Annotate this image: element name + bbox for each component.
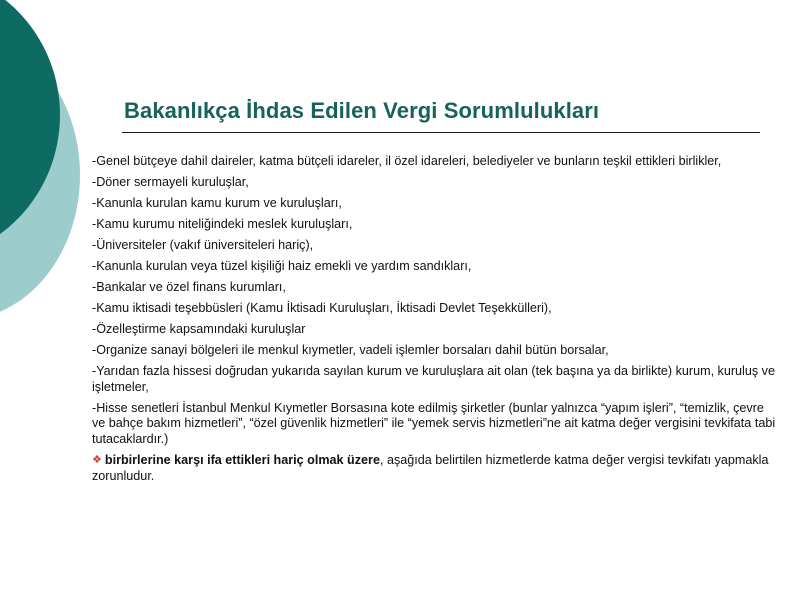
list-item: -Organize sanayi bölgeleri ile menkul kıymetler, vadeli işlemler borsaları dahil bütün borsalar, xyxy=(92,343,609,357)
list-item: -Bankalar ve özel finans kurumları, xyxy=(92,280,286,294)
final-item-rest-text: , aşağıda belirtilen hizmetlerde katma değer vergisi tevkifatı yapmakla zorunludur. xyxy=(92,452,769,483)
list-item: -Kamu kurumu niteliğindeki meslek kuruluşları, xyxy=(92,217,353,231)
diamond-bullet-icon: ❖ xyxy=(92,453,102,466)
list-item: -Hisse senetleri İstanbul Menkul Kıymetler Borsasına kote edilmiş şirketler (bunlar yalnızca “yapım işleri”, “temizlik, çevre ve bahçe bakım hizmetleri”, “özel güvenlik hizmetleri” ile “yemek servis hizmetleri”ne ait katma değer vergisini tevkifata tabi tutacaklardır.) xyxy=(92,400,776,446)
list-item: -Üniversiteler (vakıf üniversiteleri hariç), xyxy=(92,238,314,252)
final-item-bold-text: birbirlerine karşı ifa ettikleri hariç olmak üzere xyxy=(104,452,380,467)
list-item: -Kanunla kurulan kamu kurum ve kuruluşları, xyxy=(92,196,342,210)
slide-title: Bakanlıkça İhdas Edilen Vergi Sorumlulukları xyxy=(124,98,600,123)
body-list xyxy=(92,154,776,490)
final-list-item xyxy=(92,453,776,485)
list-item: -Kanunla kurulan veya tüzel kişiliği haiz emekli ve yardım sandıkları, xyxy=(92,259,472,273)
list-item: -Kamu iktisadi teşebbüsleri (Kamu İktisadi Kuruluşları, İktisadi Devlet Teşekkülleri), xyxy=(92,301,552,315)
list-item: -Yarıdan fazla hissesi doğrudan yukarıda sayılan kurum ve kuruluşlara ait olan (tek başına ya da birlikte) kurum, kuruluş ve işletmeler, xyxy=(92,364,775,394)
list-item: -Genel bütçeye dahil daireler, katma bütçeli idareler, il özel idareleri, belediyeler ve bunların teşkil ettikleri birlikler, xyxy=(92,154,722,168)
list-item: -Döner sermayeli kuruluşlar, xyxy=(92,175,249,189)
title-underline xyxy=(122,132,760,133)
list-item: -Özelleştirme kapsamındaki kuruluşlar xyxy=(92,322,306,336)
